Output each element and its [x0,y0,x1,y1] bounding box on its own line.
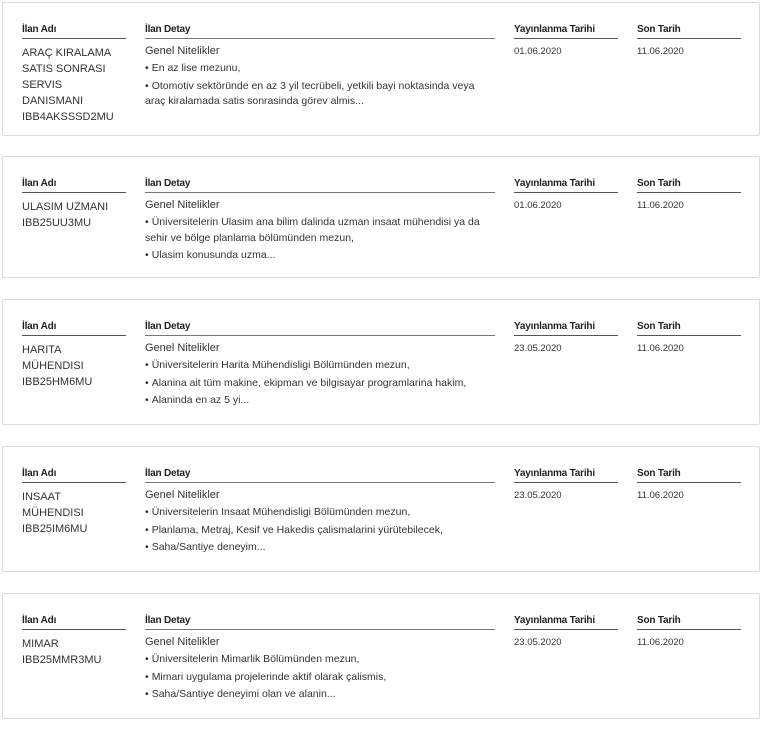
requirement-item: • Üniversitelerin Insaat Mühendisligi Bölümünden mezun, [145,506,411,518]
requirement-item: • Otomotiv sektöründe en az 3 yil tecrübeli, yetkili bayi noktasinda veya araç kiralamada satis sonrasinda görev almis... [145,79,475,107]
job-card[interactable] [2,593,760,719]
bullet-icon: • [145,506,149,518]
genel-nitelikler-label: Genel Nitelikler [145,45,220,57]
requirement-item: • Mimari uygulama projelerinde aktif olarak çalismis, [145,670,387,683]
job-code: IBB25MMR3MU [22,654,102,666]
deadline-date: 11.06.2020 [637,46,684,57]
job-code: IBB25IM6MU [22,523,88,535]
bullet-icon: • [145,79,149,92]
requirement-item: • Üniversitelerin Ulasim ana bilim dalinda uzman insaat mühendisi ya da sehir ve bölge planlama bölümünden mezun, [145,216,480,244]
requirement-item: • Üniversitelerin Mimarlik Bölümünden mezun, [145,653,360,665]
bullet-icon: • [145,670,149,683]
bullet-icon: • [145,216,149,228]
yayinlanma-column [514,467,618,503]
son-tarih-column [637,467,741,503]
bullet-icon: • [145,541,149,553]
ilan-adi-column [22,467,126,537]
yayinlanma-header: Yayınlanma Tarihi [514,467,618,483]
requirements-list [145,61,495,110]
bullet-icon: • [145,394,149,406]
job-code: IBB25HM6MU [22,376,93,388]
requirement-item: • Saha/Santiye deneyim... [145,541,266,553]
published-date: 01.06.2020 [514,46,562,57]
requirements-list [145,505,495,556]
yayinlanma-header: Yayınlanma Tarihi [514,23,618,39]
yayinlanma-column [514,320,618,356]
job-card[interactable] [2,156,760,278]
job-title-line: SATIS SONRASI [22,63,106,75]
yayinlanma-column [514,177,618,213]
ilan-adi-header: İlan Adı [22,467,126,483]
yayinlanma-column [514,614,618,650]
yayinlanma-column [514,23,618,59]
requirement-item: • En az lise mezunu, [145,62,241,74]
ilan-detay-header: İlan Detay [145,467,495,483]
job-title-line: ULASIM UZMANI [22,201,109,213]
deadline-date: 11.06.2020 [637,490,684,501]
requirement-item: • Üniversitelerin Harita Mühendisligi Bölümünden mezun, [145,359,410,371]
bullet-icon: • [145,249,149,261]
job-title[interactable] [22,45,126,125]
requirement-item: • Planlama, Metraj, Kesif ve Hakedis çalismalarini yürütebilecek, [145,523,443,536]
bullet-icon: • [145,359,149,371]
ilan-adi-header: İlan Adı [22,614,126,630]
job-title[interactable] [22,342,126,390]
published-date: 23.05.2020 [514,343,562,354]
job-card[interactable] [2,2,760,136]
son-tarih-header: Son Tarih [637,23,741,39]
genel-nitelikler-label: Genel Nitelikler [145,342,220,354]
deadline-date: 11.06.2020 [637,343,684,354]
ilan-detay-column [145,614,495,703]
job-code: IBB25UU3MU [22,217,92,229]
ilan-detay-column [145,320,495,409]
ilan-adi-column [22,320,126,390]
job-title[interactable] [22,199,126,231]
requirements-list [145,215,495,264]
ilan-adi-header: İlan Adı [22,177,126,193]
bullet-icon: • [145,688,149,700]
yayinlanma-header: Yayınlanma Tarihi [514,614,618,630]
bullet-icon: • [145,653,149,665]
bullet-icon: • [145,523,149,536]
published-date: 23.05.2020 [514,637,562,648]
job-title[interactable] [22,636,126,668]
job-title-line: MÜHENDISI [22,507,84,519]
ilan-detay-header: İlan Detay [145,320,495,336]
job-card[interactable] [2,299,760,425]
deadline-date: 11.06.2020 [637,200,684,211]
job-title[interactable] [22,489,126,537]
bullet-icon: • [145,376,149,389]
son-tarih-header: Son Tarih [637,467,741,483]
ilan-detay-header: İlan Detay [145,614,495,630]
son-tarih-column [637,320,741,356]
requirements-list [145,652,495,703]
yayinlanma-header: Yayınlanma Tarihi [514,320,618,336]
ilan-detay-column [145,467,495,556]
ilan-adi-column [22,177,126,231]
son-tarih-header: Son Tarih [637,614,741,630]
job-title-line: INSAAT [22,491,61,503]
genel-nitelikler-label: Genel Nitelikler [145,489,220,501]
ilan-adi-column [22,23,126,125]
ilan-adi-header: İlan Adı [22,23,126,39]
job-title-line: ARAÇ KIRALAMA [22,47,112,59]
job-title-line: DANISMANI [22,95,84,107]
ilan-adi-header: İlan Adı [22,320,126,336]
yayinlanma-header: Yayınlanma Tarihi [514,177,618,193]
ilan-detay-column [145,23,495,110]
requirement-item: • Alanina ait tüm makine, ekipman ve bilgisayar programlarina hakim, [145,376,467,389]
bullet-icon: • [145,62,149,74]
ilan-detay-header: İlan Detay [145,23,495,39]
son-tarih-column [637,23,741,59]
son-tarih-column [637,177,741,213]
job-title-line: MIMAR [22,638,59,650]
requirement-item: • Ulasim konusunda uzma... [145,249,276,261]
ilan-detay-column [145,177,495,264]
job-title-line: HARITA [22,344,62,356]
genel-nitelikler-label: Genel Nitelikler [145,636,220,648]
son-tarih-header: Son Tarih [637,177,741,193]
job-card[interactable] [2,446,760,572]
job-title-line: MÜHENDISI [22,360,84,372]
genel-nitelikler-label: Genel Nitelikler [145,199,220,211]
ilan-adi-column [22,614,126,668]
requirement-item: • Alaninda en az 5 yi... [145,394,250,406]
job-title-line: SERVIS [22,79,63,91]
requirement-item: • Saha/Santiye deneyimi olan ve alanin... [145,688,336,700]
requirements-list [145,358,495,409]
deadline-date: 11.06.2020 [637,637,684,648]
son-tarih-header: Son Tarih [637,320,741,336]
son-tarih-column [637,614,741,650]
published-date: 23.05.2020 [514,490,562,501]
published-date: 01.06.2020 [514,200,562,211]
job-code: IBB4AKSSSD2MU [22,111,114,123]
ilan-detay-header: İlan Detay [145,177,495,193]
